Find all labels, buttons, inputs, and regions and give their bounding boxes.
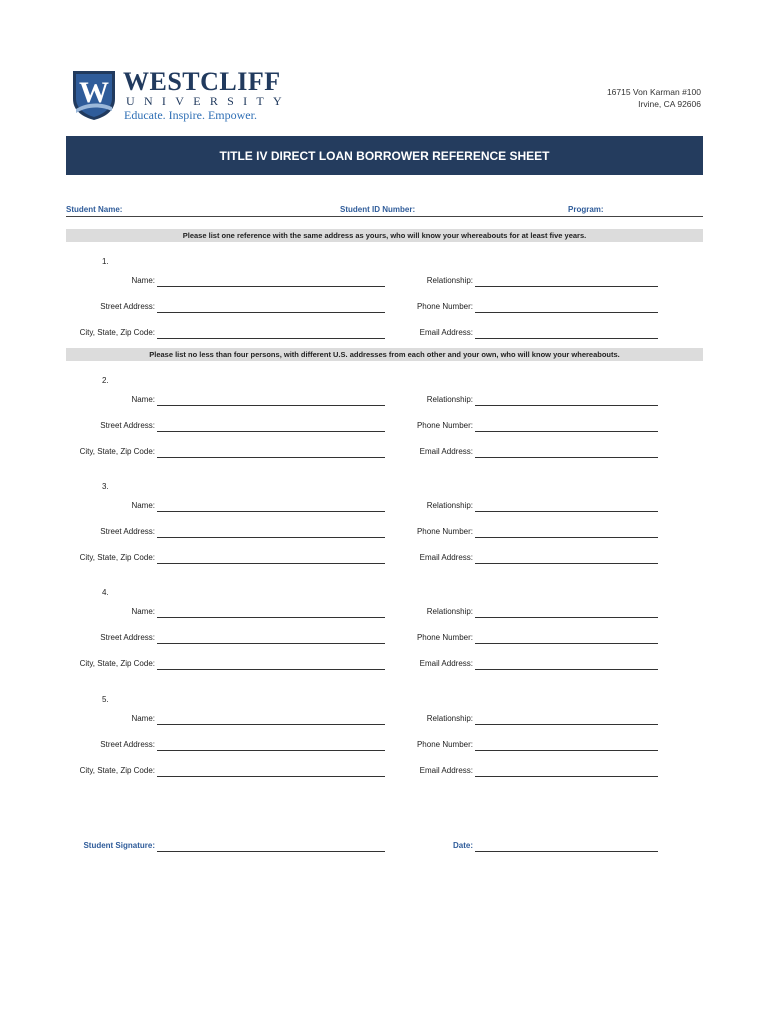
reference-email-label: Email Address: bbox=[419, 659, 473, 668]
reference-street-label: Street Address: bbox=[100, 740, 155, 749]
student-signature-label: Student Signature: bbox=[83, 841, 155, 850]
logo-name: WESTCLIFF bbox=[123, 67, 281, 96]
reference-phone-label: Phone Number: bbox=[416, 740, 473, 749]
reference-phone-field[interactable] bbox=[475, 312, 658, 313]
shield-letter: W bbox=[79, 76, 109, 109]
reference-name-field[interactable] bbox=[157, 617, 385, 618]
reference-name-field[interactable] bbox=[157, 724, 385, 725]
date-label: Date: bbox=[452, 841, 473, 850]
reference-relationship-field[interactable] bbox=[475, 617, 658, 618]
reference-relationship-label: Relationship: bbox=[426, 395, 473, 404]
reference-phone-field[interactable] bbox=[475, 537, 658, 538]
reference-email-field[interactable] bbox=[475, 457, 658, 458]
reference-city-label: City, State, Zip Code: bbox=[79, 553, 155, 562]
westcliff-logo bbox=[71, 69, 301, 124]
reference-street-label: Street Address: bbox=[100, 302, 155, 311]
reference-street-label: Street Address: bbox=[100, 633, 155, 642]
reference-number: 3. bbox=[102, 482, 109, 491]
reference-street-label: Street Address: bbox=[100, 527, 155, 536]
reference-relationship-label: Relationship: bbox=[426, 276, 473, 285]
reference-name-label: Name: bbox=[131, 395, 155, 404]
logo-tagline: Educate. Inspire. Empower. bbox=[124, 108, 257, 122]
reference-street-label: Street Address: bbox=[100, 421, 155, 430]
reference-relationship-label: Relationship: bbox=[426, 714, 473, 723]
reference-city-field[interactable] bbox=[157, 669, 385, 670]
reference-name-field[interactable] bbox=[157, 511, 385, 512]
reference-phone-field[interactable] bbox=[475, 643, 658, 644]
instruction-bar-1: Please list one reference with the same address as yours, who will know your whereabouts for at least five years. bbox=[66, 229, 703, 242]
reference-phone-label: Phone Number: bbox=[416, 527, 473, 536]
reference-city-label: City, State, Zip Code: bbox=[79, 447, 155, 456]
reference-phone-label: Phone Number: bbox=[416, 421, 473, 430]
reference-name-field[interactable] bbox=[157, 286, 385, 287]
university-address bbox=[607, 86, 701, 110]
student-info-row[interactable] bbox=[66, 204, 703, 217]
reference-name-label: Name: bbox=[131, 276, 155, 285]
date-line[interactable] bbox=[475, 851, 658, 852]
reference-city-label: City, State, Zip Code: bbox=[79, 659, 155, 668]
reference-street-field[interactable] bbox=[157, 537, 385, 538]
address-line-1: 16715 Von Karman #100 bbox=[606, 87, 701, 97]
reference-name-field[interactable] bbox=[157, 405, 385, 406]
program-label: Program: bbox=[568, 205, 604, 214]
address-line-2: Irvine, CA 92606 bbox=[638, 99, 701, 109]
reference-street-field[interactable] bbox=[157, 312, 385, 313]
reference-relationship-label: Relationship: bbox=[426, 501, 473, 510]
reference-number: 2. bbox=[102, 376, 109, 385]
reference-relationship-label: Relationship: bbox=[426, 607, 473, 616]
reference-street-field[interactable] bbox=[157, 431, 385, 432]
page-title: TITLE IV DIRECT LOAN BORROWER REFERENCE SHEET bbox=[66, 136, 703, 175]
reference-number: 1. bbox=[102, 257, 109, 266]
reference-number: 5. bbox=[102, 695, 109, 704]
shield-logo-icon bbox=[71, 69, 117, 121]
reference-number: 4. bbox=[102, 588, 109, 597]
reference-phone-field[interactable] bbox=[475, 431, 658, 432]
reference-name-label: Name: bbox=[131, 501, 155, 510]
reference-phone-label: Phone Number: bbox=[416, 302, 473, 311]
reference-email-label: Email Address: bbox=[419, 553, 473, 562]
student-id-label: Student ID Number: bbox=[340, 205, 416, 214]
reference-name-label: Name: bbox=[131, 714, 155, 723]
logo-subtitle: UNIVERSITY bbox=[126, 94, 291, 108]
reference-street-field[interactable] bbox=[157, 643, 385, 644]
reference-relationship-field[interactable] bbox=[475, 286, 658, 287]
reference-phone-field[interactable] bbox=[475, 750, 658, 751]
instruction-bar-2: Please list no less than four persons, with different U.S. addresses from each other and your own, who will know your whereabouts. bbox=[66, 348, 703, 361]
reference-email-label: Email Address: bbox=[419, 328, 473, 337]
reference-name-label: Name: bbox=[131, 607, 155, 616]
student-name-label: Student Name: bbox=[66, 205, 123, 214]
student-signature-line[interactable] bbox=[157, 851, 385, 852]
reference-street-field[interactable] bbox=[157, 750, 385, 751]
reference-relationship-field[interactable] bbox=[475, 405, 658, 406]
reference-email-field[interactable] bbox=[475, 776, 658, 777]
reference-relationship-field[interactable] bbox=[475, 511, 658, 512]
reference-city-field[interactable] bbox=[157, 457, 385, 458]
reference-email-field[interactable] bbox=[475, 563, 658, 564]
reference-city-field[interactable] bbox=[157, 338, 385, 339]
reference-city-label: City, State, Zip Code: bbox=[79, 766, 155, 775]
reference-email-label: Email Address: bbox=[419, 447, 473, 456]
reference-city-field[interactable] bbox=[157, 563, 385, 564]
reference-email-field[interactable] bbox=[475, 338, 658, 339]
reference-city-label: City, State, Zip Code: bbox=[79, 328, 155, 337]
reference-city-field[interactable] bbox=[157, 776, 385, 777]
reference-email-field[interactable] bbox=[475, 669, 658, 670]
reference-relationship-field[interactable] bbox=[475, 724, 658, 725]
reference-email-label: Email Address: bbox=[419, 766, 473, 775]
reference-phone-label: Phone Number: bbox=[416, 633, 473, 642]
